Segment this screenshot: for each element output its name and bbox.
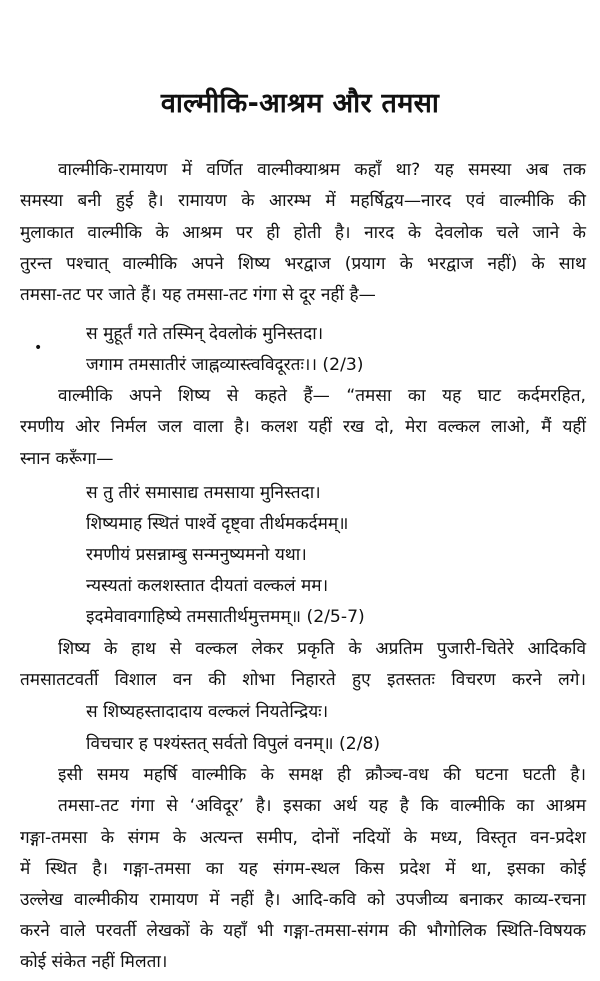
verse-line: स मुहूर्तं गते तस्मिन् देवलोकं मुनिस्तदा। [86, 324, 324, 344]
verse-line: शिष्यमाह स्थितं पार्श्वे दृष्ट्वा तीर्थमकर्दमम्॥ [86, 514, 349, 534]
text-line: मुलाकात वाल्मीकि के आश्रम पर ही होती है। नारद के देवलोक चले जाने के [20, 223, 586, 243]
text-line: तमसा-तट गंगा से ‘अविदूर’ है। इसका अर्थ यह है कि वाल्मीकि का आश्रम [58, 796, 586, 816]
verse-line: जगाम तमसातीरं जाह्नव्यास्त्वविदूरतः।। (2/3) [86, 355, 364, 375]
text-line: करने वाले परवर्ती लेखकों के यहाँ भी गङ्गा-तमसा-संगम की भौगोलिक स्थिति-विषयक [20, 921, 586, 941]
text-line: उल्लेख वाल्मीकीय रामायण में नहीं है। आदि-कवि को उपजीव्य बनाकर काव्य-रचना [20, 890, 586, 910]
text-line: तमसा-तट पर जाते हैं। यह तमसा-तट गंगा से दूर नहीं है— [20, 285, 376, 305]
chapter-title: वाल्मीकि-आश्रम और तमसा [160, 88, 440, 119]
text-line: स्नान करूँगा— [20, 449, 114, 469]
text-line: इसी समय महर्षि वाल्मीकि के समक्ष ही क्रौञ्च-वध की घटना घटती है। [58, 765, 586, 785]
text-line: रमणीय ओर निर्मल जल वाला है। कलश यहीं रख दो, मेरा वल्कल लाओ, मैं यहीं [20, 417, 586, 437]
verse-line: रमणीयं प्रसन्नाम्बु सन्मनुष्यमनो यथा। [86, 545, 307, 565]
text-line: वाल्मीकि अपने शिष्य से कहते हैं— “तमसा का यह घाट कर्दमरहित, [58, 386, 586, 406]
verse-line: स तु तीरं समासाद्य तमसाया मुनिस्तदा। [86, 483, 321, 503]
verse-line: स शिष्यहस्तादादाय वल्कलं नियतेन्द्रियः। [86, 702, 329, 722]
verse-line: इदमेवावगाहिष्ये तमसातीर्थमुत्तमम्॥ (2/5-7) [86, 607, 365, 627]
text-line: गङ्गा-तमसा के संगम के अत्यन्त समीप, दोनों नदियों के मध्य, विस्तृत वन-प्रदेश [20, 828, 586, 848]
verse-line: न्यस्यतां कलशस्तात दीयतां वल्कलं मम। [86, 576, 329, 596]
text-line: वाल्मीकि-रामायण में वर्णित वाल्मीक्याश्रम कहाँ था? यह समस्या अब तक [58, 160, 586, 180]
text-line: कोई संकेत नहीं मिलता। [20, 952, 168, 972]
verse-line: विचचार ह पश्यंस्तत् सर्वतो विपुलं वनम्॥ (2/8) [86, 734, 381, 754]
text-line: तुरन्त पश्चात् वाल्मीकि अपने शिष्य भरद्वाज (प्रयाग के भरद्वाज नहीं) के साथ [20, 254, 586, 274]
text-line: शिष्य के हाथ से वल्कल लेकर प्रकृति के अप्रतिम पुजारी-चितेरे आदिकवि [58, 639, 586, 659]
text-line: समस्या बनी हुई है। रामायण के आरम्भ में महर्षिद्वय—नारद एवं वाल्मीकि की [20, 191, 586, 211]
text-line: में स्थित है। गङ्गा-तमसा का यह संगम-स्थल किस प्रदेश में था, इसका कोई [20, 859, 586, 879]
stray-mark: • [34, 340, 43, 356]
text-line: तमसातटवर्ती विशाल वन की शोभा निहारते हुए इतस्ततः विचरण करने लगे। [20, 670, 586, 690]
